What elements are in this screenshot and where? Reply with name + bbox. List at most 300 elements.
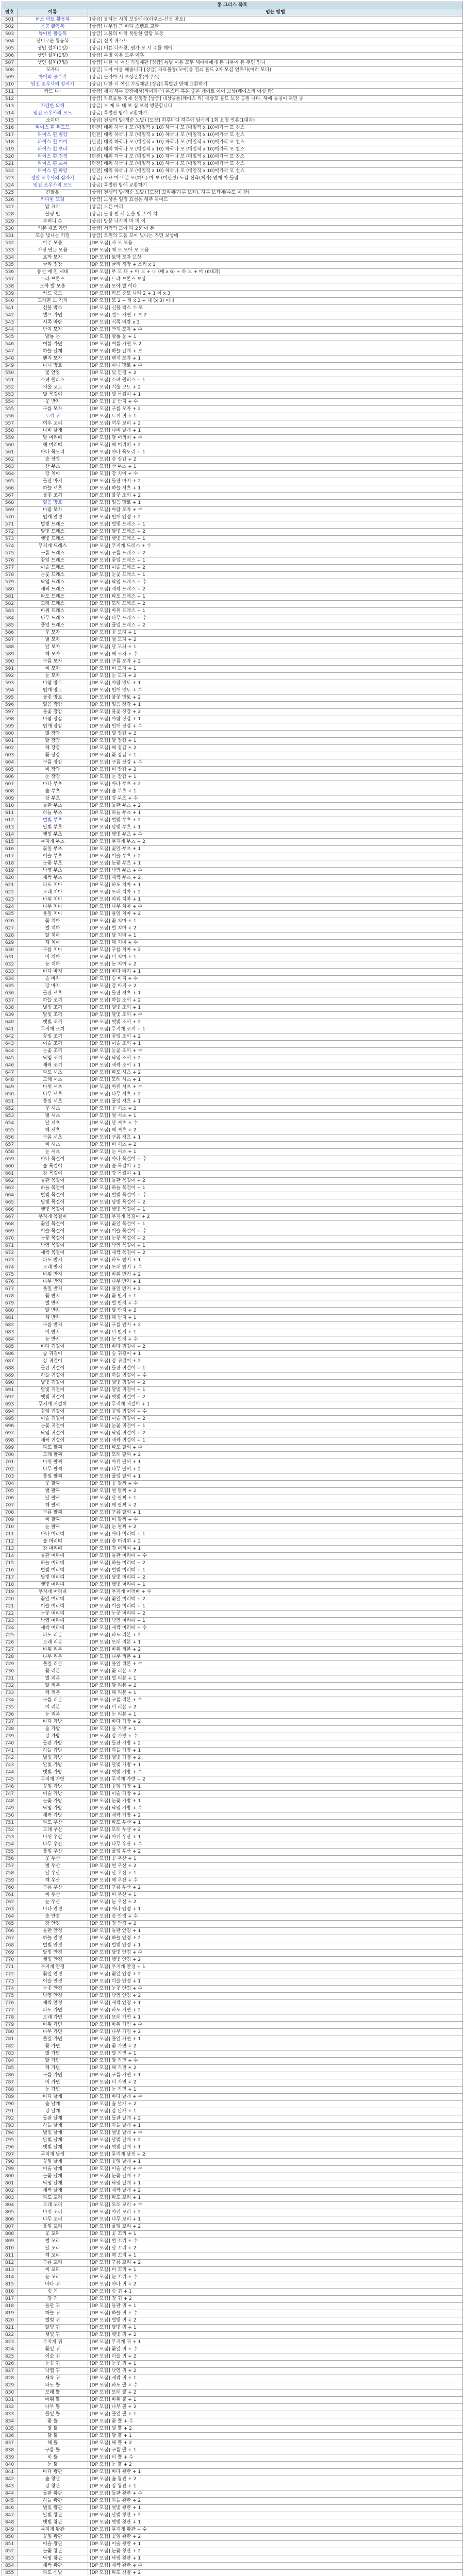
table-row	[2, 1372, 463, 1380]
table-row	[2, 1618, 463, 1625]
acquire-method: [DP 모집] 꽃잎 머리띠 + 2	[88, 1596, 463, 1603]
acquire-method: [DP 모집] 꽃 장갑 + 1	[88, 752, 463, 759]
table-row	[2, 1625, 463, 1632]
item-name-link[interactable]: 임진 조우사의 장지기	[18, 81, 88, 89]
item-name: 하늘 머리띠	[18, 1560, 88, 1567]
acquire-method: [DP 모집] 파도 리본 + 2	[88, 1632, 463, 1639]
acquire-method: [DP 모집] 모래 우산 + 2	[88, 1827, 463, 1834]
row-number: 764	[2, 1913, 18, 1921]
table-row	[2, 1171, 463, 1178]
item-name: 들판 귀걸이	[18, 1365, 88, 1372]
acquire-method: [DP 모집] 번개 장갑 + 수	[88, 723, 463, 731]
item-name: 새싹 귀	[18, 2375, 88, 2382]
table-row	[2, 1336, 463, 1344]
item-name-link[interactable]: 별빛 부츠	[18, 817, 88, 824]
table-row	[2, 961, 463, 969]
acquire-method: [DP 모집] 별 목걸이 + 1	[88, 392, 463, 399]
item-name: 숲 장갑	[18, 456, 88, 464]
table-row	[2, 31, 463, 38]
table-row	[2, 2274, 463, 2281]
acquire-method: [DP 모집] 낙엽 드레스 + 수	[88, 579, 463, 586]
acquire-method: [DP 모집] 이슬 안경 + 1	[88, 1978, 463, 1986]
row-number: 654	[2, 1120, 18, 1127]
row-number: 541	[2, 305, 18, 312]
row-number: 596	[2, 702, 18, 709]
acquire-method: [DP 모집] 별빛 목걸이 + 수	[88, 1192, 463, 1199]
item-name: 강 날개	[18, 2108, 88, 2115]
item-name: 별빛 귀걸이	[18, 1380, 88, 1387]
row-number: 534	[2, 255, 18, 262]
item-name: 파도 꼬리	[18, 2195, 88, 2202]
table-row	[2, 601, 463, 608]
table-row	[2, 1185, 463, 1192]
row-number: 531	[2, 233, 18, 240]
row-number: 634	[2, 976, 18, 983]
table-row	[2, 2519, 463, 2527]
acquire-method: [던전] 태워 하국나 모 (매일적 x 10) 해국나 모 (매일적 x 10)매가국 모 찬스	[88, 146, 463, 154]
table-row	[2, 990, 463, 997]
acquire-method: [DP 모집] 달빛 왕관 + 2	[88, 2512, 463, 2519]
acquire-method: [DP 모집] 반지 모자 + 수	[88, 327, 463, 334]
acquire-method: [DP 모집] 여우 꼬리 + 2	[88, 420, 463, 428]
item-name: 해 치마	[18, 940, 88, 947]
item-name: 들판 날개	[18, 2115, 88, 2123]
item-name: 별 꼬리	[18, 2238, 88, 2245]
table-row	[2, 1012, 463, 1019]
row-number: 688	[2, 1365, 18, 1372]
acquire-method: [DP 모집] 별 리본 + 1	[88, 1675, 463, 1683]
acquire-method: [DP 모집] 하늘 머리띠 + 2	[88, 1560, 463, 1567]
row-number: 853	[2, 2555, 18, 2563]
item-name	[18, 96, 88, 103]
table-row	[2, 889, 463, 896]
row-number: 530	[2, 226, 18, 233]
row-number: 609	[2, 795, 18, 803]
row-number: 566	[2, 485, 18, 493]
table-row	[2, 1791, 463, 1798]
row-number: 589	[2, 651, 18, 658]
acquire-method: [DP 모집] 낙엽 목걸이 + 1	[88, 1243, 463, 1250]
row-number: 855	[2, 2570, 18, 2576]
row-number: 737	[2, 1719, 18, 1726]
row-number: 677	[2, 1286, 18, 1293]
acquire-method: [상급] 보물의 마력 폭발한 염탐 보상	[88, 31, 463, 38]
acquire-method: [DP 모집] 무지개 부츠 + 2	[88, 839, 463, 846]
table-row	[2, 918, 463, 925]
row-number: 812	[2, 2260, 18, 2267]
row-number: 712	[2, 1538, 18, 1546]
acquire-method: [DP 모집] 바람 망토 + 1	[88, 680, 463, 687]
table-row	[2, 319, 463, 327]
table-row	[2, 1711, 463, 1719]
table-row	[2, 1517, 463, 1524]
item-name-link[interactable]: 임진 조우사의 모드	[18, 182, 88, 190]
table-row	[2, 1466, 463, 1473]
table-row	[2, 2151, 463, 2159]
item-name: 달 치마	[18, 933, 88, 940]
row-number: 751	[2, 1820, 18, 1827]
acquire-method: [DP 모집] 새싹 날개 + 2	[88, 2188, 463, 2195]
table-row	[2, 168, 463, 175]
acquire-method: [DP 모집] 해 가면 + 2	[88, 2065, 463, 2072]
table-row	[2, 644, 463, 651]
row-number: 800	[2, 2173, 18, 2180]
table-row	[2, 2050, 463, 2058]
table-row	[2, 882, 463, 889]
table-row	[2, 940, 463, 947]
row-number: 708	[2, 1510, 18, 1517]
item-name: 꽃 치마	[18, 918, 88, 925]
row-number: 729	[2, 1661, 18, 1668]
row-number: 580	[2, 586, 18, 594]
item-name: 무지개 왕관	[18, 2527, 88, 2534]
table-row	[2, 875, 463, 882]
table-row	[2, 2505, 463, 2512]
acquire-method: [DP 모집] 나무 반지 + 1	[88, 1279, 463, 1286]
table-row	[2, 2260, 463, 2267]
item-name: 비 반지	[18, 1329, 88, 1336]
acquire-method: [상급] 모든 마리	[88, 204, 463, 211]
table-row	[2, 67, 463, 74]
acquire-method: [DP 모집] 바위 뿔 + 1	[88, 2397, 463, 2404]
acquire-method: [던전] 태워 하국나 모 (매일적 x 10) 해국나 모 (매일적 x 10)매가국 모 찬스	[88, 132, 463, 139]
table-row	[2, 1409, 463, 1416]
item-name: 해 우산	[18, 1877, 88, 1885]
acquire-method: [DP 모집] 새싹 안경 + 1	[88, 2000, 463, 2007]
acquire-method: [DP 모집] 햇빛 왕관 + 1	[88, 2519, 463, 2527]
row-number: 828	[2, 2375, 18, 2382]
row-number: 562	[2, 456, 18, 464]
acquire-method: [DP 모집] 이슬 귀 + 2	[88, 2353, 463, 2361]
item-name: 눈꽃 날개	[18, 2173, 88, 2180]
row-number: 730	[2, 1668, 18, 1675]
item-name: 하늘 셔츠	[18, 485, 88, 493]
table-row	[2, 1582, 463, 1589]
table-row	[2, 1668, 463, 1675]
item-name: 이슬 귀걸이	[18, 1416, 88, 1423]
row-number: 681	[2, 1315, 18, 1322]
item-name: 햇빛 왕관	[18, 2519, 88, 2527]
table-row	[2, 896, 463, 904]
item-name-link[interactable]: 파이스 흰 검정	[18, 154, 88, 161]
item-name: 숲 안경	[18, 1913, 88, 1921]
table-row	[2, 911, 463, 918]
item-name-link[interactable]: 얼음 망토	[18, 500, 88, 507]
table-row	[2, 2079, 463, 2087]
acquire-method: [DP 모집] 꽃 셔츠 + 2	[88, 1106, 463, 1113]
item-name-link[interactable]: 파이스 흰 파랑	[18, 168, 88, 175]
table-row	[2, 190, 463, 197]
row-number: 827	[2, 2368, 18, 2375]
item-name: 나무 우산	[18, 1841, 88, 1849]
row-number: 775	[2, 1993, 18, 2000]
acquire-method: [DP 모집] 들판 귀 + 1	[88, 2303, 463, 2310]
row-number: 583	[2, 608, 18, 615]
item-name: 낙엽 목걸이	[18, 1243, 88, 1250]
acquire-method: [DP 모집] 비 우산 + 1	[88, 1892, 463, 1899]
table-row	[2, 1524, 463, 1531]
item-name: 바다 목걸이	[18, 1156, 88, 1163]
row-number: 757	[2, 1863, 18, 1870]
row-number: 613	[2, 824, 18, 832]
acquire-method: [DP 모집] 꽃 치마 + 1	[88, 918, 463, 925]
item-name: 해 팔찌	[18, 1502, 88, 1510]
row-number: 515	[2, 117, 18, 125]
table-row	[2, 1632, 463, 1639]
table-row	[2, 1611, 463, 1618]
item-list-sheet	[2, 2, 462, 2576]
acquire-method: [DP 모집] 해 머리띠 + 2	[88, 442, 463, 449]
row-number: 608	[2, 788, 18, 795]
item-name-link[interactable]: 파이스 흰 이이	[18, 139, 88, 146]
item-name-link[interactable]: 아이의 공부기	[18, 74, 88, 81]
table-row	[2, 1416, 463, 1423]
item-name: 구름 셔츠	[18, 1134, 88, 1142]
row-number: 581	[2, 594, 18, 601]
item-name: 기본 제조 가면	[18, 226, 88, 233]
acquire-method: [DP 모집] 눈 반지 + 수	[88, 1336, 463, 1344]
acquire-method: [DP 모집] 낙엽 부츠 + 수	[88, 868, 463, 875]
table-row	[2, 1978, 463, 1986]
table-row	[2, 1134, 463, 1142]
item-name-link[interactable]: 카덴한 의해	[18, 103, 88, 110]
item-name: 햇빛 가방	[18, 1769, 88, 1776]
acquire-method: [DP 모집] 마녀 망토 + 수	[88, 363, 463, 370]
item-name: 모래 드레스	[18, 601, 88, 608]
row-number: 574	[2, 543, 18, 550]
item-name: 번개 장갑	[18, 723, 88, 731]
row-number: 548	[2, 355, 18, 363]
item-name: 꽃 셔츠	[18, 1106, 88, 1113]
item-name-link[interactable]: 특이한 활동복	[18, 31, 88, 38]
item-name: 강 목걸이	[18, 1171, 88, 1178]
acquire-method: [DP 모집] 무지개 귀 + 1	[88, 2339, 463, 2346]
acquire-method: [DP 모집] 파도 셔츠 + 2	[88, 1070, 463, 1077]
table-row	[2, 2022, 463, 2029]
table-row	[2, 2231, 463, 2238]
acquire-method: [DP 모집] 하늘 목걸이 + 1	[88, 1185, 463, 1192]
item-name-link[interactable]: 카다한 모델	[18, 197, 88, 204]
acquire-method: [상급] 자료 마 배분 모(하트) 마 보 (미선정) 도감 신축(제자) 연제 마 돌림	[88, 175, 463, 182]
item-name: 모래 반지	[18, 1264, 88, 1272]
row-number: 692	[2, 1394, 18, 1401]
acquire-method: [상급] 트윈의 모둠 모아 빛나는 가면 보상에	[88, 233, 463, 240]
row-number: 578	[2, 572, 18, 579]
item-name: 산 부츠	[18, 464, 88, 471]
row-number: 512	[2, 96, 18, 103]
acquire-method: [DP 모집] 나무 뿔 + 2	[88, 2404, 463, 2411]
acquire-method: [DP 모집] 별빛 부츠 + 2	[88, 817, 463, 824]
item-name: 구름 꼬리	[18, 2260, 88, 2267]
item-name: 나무 셔츠	[18, 1091, 88, 1098]
item-name: 파도 팔찌	[18, 1445, 88, 1452]
acquire-method: [DP 모집] 무지개 가방 + 2	[88, 1776, 463, 1784]
table-row	[2, 2115, 463, 2123]
row-number: 547	[2, 348, 18, 355]
table-row	[2, 1683, 463, 1690]
table-row	[2, 810, 463, 817]
table-row	[2, 788, 463, 795]
table-row	[2, 716, 463, 723]
item-name-link[interactable]: 목공 활동복	[18, 24, 88, 31]
row-number: 549	[2, 363, 18, 370]
item-name: 새싹 조끼	[18, 1062, 88, 1070]
acquire-method: [DP 모집] 눈꽃 안경 + 수	[88, 1986, 463, 1993]
item-name: 엘프 가면	[18, 312, 88, 319]
item-name: 햇빛 드레스	[18, 536, 88, 543]
acquire-method: [상급] 전쟁의 밭(쟁순 노말) [도장] 꼬리에(하루 보좌), 하루 보좌에(수도 이 잔)	[88, 190, 463, 197]
item-name-link[interactable]: 토끼 귀	[18, 413, 88, 420]
item-name: 별 리본	[18, 1675, 88, 1683]
acquire-method: [DP 모집] 바위 꼬리 + 2	[88, 2209, 463, 2216]
table-row	[2, 226, 463, 233]
table-row	[2, 2462, 463, 2469]
row-number: 698	[2, 1437, 18, 1445]
table-row	[2, 1113, 463, 1120]
table-row	[2, 1971, 463, 1978]
row-number: 689	[2, 1372, 18, 1380]
row-number: 841	[2, 2469, 18, 2476]
acquire-method: [상급] 볼링 빈 서 돈을 받고 이 치	[88, 211, 463, 218]
table-row	[2, 817, 463, 824]
item-name-link[interactable]: 임진 조우사의 모드	[18, 110, 88, 117]
table-row	[2, 803, 463, 810]
table-row	[2, 2202, 463, 2209]
item-name: 별 장갑	[18, 731, 88, 738]
row-number: 593	[2, 680, 18, 687]
table-row	[2, 1913, 463, 1921]
table-row	[2, 1661, 463, 1668]
item-name: 눈꽃 왕관	[18, 2548, 88, 2555]
item-name: 카드 나!	[18, 89, 88, 96]
item-name-link[interactable]: 버스 마트 활동복	[18, 16, 88, 24]
item-name: 눈 우산	[18, 1899, 88, 1906]
item-name: 들판 머리띠	[18, 1553, 88, 1560]
table-row	[2, 442, 463, 449]
item-name: 하늘 안경	[18, 1935, 88, 1942]
row-number: 514	[2, 110, 18, 117]
row-number: 507	[2, 60, 18, 67]
table-row	[2, 334, 463, 341]
item-name: 바위 꼬리	[18, 2209, 88, 2216]
item-name: 낙엽 부츠	[18, 868, 88, 875]
item-name: 새싹 부츠	[18, 875, 88, 882]
row-number: 538	[2, 283, 18, 291]
row-number: 616	[2, 846, 18, 853]
acquire-method: [DP 모집] 강 날개 + 1	[88, 2108, 463, 2115]
acquire-method: [DP 모집] 꽃 뿔 + 수	[88, 2418, 463, 2426]
acquire-method: [DP 모집] 낙엽 가방 + 수	[88, 1805, 463, 1812]
acquire-method: [DP 모집] 햇빛 가방 + 수	[88, 1769, 463, 1776]
item-name-link[interactable]: 파이스 흰 빨강	[18, 132, 88, 139]
acquire-method: [DP 모집] 산 부츠 + 1	[88, 464, 463, 471]
row-number: 597	[2, 709, 18, 716]
item-name: 새싹 귀걸이	[18, 1437, 88, 1445]
table-row	[2, 2173, 463, 2180]
table-row	[2, 1329, 463, 1336]
table-row	[2, 2000, 463, 2007]
row-number: 524	[2, 182, 18, 190]
row-number: 702	[2, 1466, 18, 1473]
acquire-method: [DP 모집] 들판 귀걸이 + 1	[88, 1365, 463, 1372]
row-number: 648	[2, 1077, 18, 1084]
acquire-method: [DP 모집] 들판 왕관 + 수	[88, 2490, 463, 2498]
item-name-link[interactable]: 파이스 흰 보라	[18, 146, 88, 154]
row-number: 564	[2, 471, 18, 478]
row-number: 761	[2, 1892, 18, 1899]
acquire-method: [DP 모집] 달빛 귀걸이 + 1	[88, 1387, 463, 1394]
table-row	[2, 738, 463, 745]
table-row	[2, 1769, 463, 1776]
acquire-method: [DP 모집] 들판 목걸이 + 2	[88, 1178, 463, 1185]
acquire-method: [DP 모집] 숲 날개 + 2	[88, 2101, 463, 2108]
table-row	[2, 2527, 463, 2534]
row-number: 576	[2, 557, 18, 565]
item-name: 꽃 팔찌	[18, 1481, 88, 1488]
table-row	[2, 38, 463, 45]
table-row	[2, 2108, 463, 2115]
acquire-method: [DP 모집] 눈꽃 드레스 + 1	[88, 572, 463, 579]
row-number: 587	[2, 637, 18, 644]
table-row	[2, 1481, 463, 1488]
item-name: 해 모자	[18, 651, 88, 658]
acquire-method: [DP 모집] 꽃잎 목걸이 + 1	[88, 1221, 463, 1228]
item-name: 눈꽃 귀	[18, 2361, 88, 2368]
row-number: 721	[2, 1603, 18, 1611]
item-name: 해 리본	[18, 1690, 88, 1697]
row-number: 833	[2, 2411, 18, 2418]
item-name: 모래 리본	[18, 1639, 88, 1647]
item-name: 무지개 목걸이	[18, 1214, 88, 1221]
table-row	[2, 2317, 463, 2325]
table-row	[2, 2332, 463, 2339]
row-number: 556	[2, 413, 18, 420]
row-number: 686	[2, 1351, 18, 1358]
table-row	[2, 1488, 463, 1495]
table-row	[2, 327, 463, 334]
row-number: 570	[2, 514, 18, 521]
acquire-method: [DP 모집] 꽃잎 귀 + 수	[88, 2346, 463, 2353]
item-name: 바람 망토	[18, 680, 88, 687]
item-name: 달 모자	[18, 644, 88, 651]
item-name: 달 셔츠	[18, 1120, 88, 1127]
item-name-link[interactable]: 파이스 흰 왼도드	[18, 125, 88, 132]
item-name-link[interactable]: 정말 조우사의 잠자기	[18, 175, 88, 182]
acquire-method: [DP 모집] 눈 우산 + 2	[88, 1899, 463, 1906]
row-number: 622	[2, 889, 18, 896]
acquire-method: [DP 모집] 달빛 드레스 + 2	[88, 529, 463, 536]
item-name: 바다 귀걸이	[18, 1344, 88, 1351]
item-name: 모래 꼬리	[18, 2202, 88, 2209]
row-number: 782	[2, 2043, 18, 2050]
acquire-method: [DP 모집] 구름 뿔 + 1	[88, 2447, 463, 2454]
acquire-method: [DP 모집] 꽃 우산 + 1	[88, 1856, 463, 1863]
table-row	[2, 377, 463, 384]
row-number: 756	[2, 1856, 18, 1863]
acquire-method: [DP 모집] 새싹 귀 + 1	[88, 2375, 463, 2382]
item-name: 들판 안경	[18, 1928, 88, 1935]
row-number: 661	[2, 1171, 18, 1178]
row-number: 823	[2, 2339, 18, 2346]
acquire-method: [DP 모집] 눈꽃 귀걸이 + 1	[88, 1423, 463, 1430]
item-name: 구름 치마	[18, 947, 88, 954]
acquire-method: [DP 모집] 모래 셔츠 + 1	[88, 1077, 463, 1084]
table-row	[2, 471, 463, 478]
table-row	[2, 2361, 463, 2368]
item-name-link[interactable]: 파이스 흰 초록	[18, 161, 88, 168]
acquire-method: [DP 모집] 숲 귀걸이 + 1	[88, 1351, 463, 1358]
item-name: 별빛 왕관	[18, 2505, 88, 2512]
